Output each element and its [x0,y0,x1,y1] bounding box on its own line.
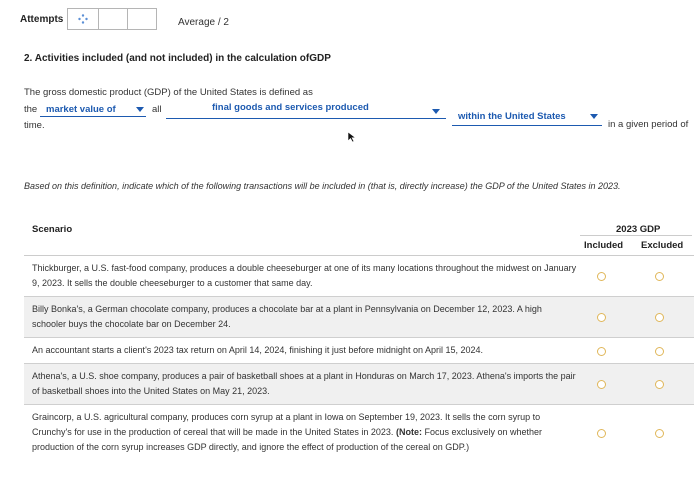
dropdown-final-goods-text: final goods and services produced [212,102,369,113]
dropdown-within-us[interactable] [452,105,602,126]
included-radio[interactable] [597,272,606,281]
chevron-down-icon [432,109,440,114]
note-text: Focus exclusively on whether production of the corn syrup increases GDP directly, and ignore the effect of production of the cereal on GDP.) [32,427,543,452]
suffix-text: in a given period of [608,119,689,130]
attempts-label: Attempts [20,13,64,25]
scenario-text: Athena's, a U.S. shoe company, produces a pair of basketball shoes at a plant in Honduras on March 17, 2023. Athena's imports the pair of basketball shoes into the United States on May 21, 2023. [32,371,576,396]
average-label: Average / 2 [178,17,229,28]
scenario-main-text: Graincorp, a U.S. agricultural company, produces corn syrup at a plant in Iowa on September 19, 2023. It sells the corn syrup to Crunchy's for use in the production of cereal that will be made in the United States in 2023. [32,412,541,437]
note-label: (Note: [395,427,422,437]
instructions-text: Based on this definition, indicate which of the following transactions will be included in (that is, directly increase) the GDP of the United States in 2023. [24,181,621,191]
excluded-radio[interactable] [655,272,664,281]
dropdown-market-value-text: market value of [46,104,116,115]
scenario-text: Thickburger, a U.S. fast-food company, produces a double cheeseburger at one of its many locations throughout the midwest on January 9, 2023. It sells the double cheeseburger to a customer that same day. [32,263,577,288]
table-row [24,297,694,338]
scenario-text [24,405,585,460]
excluded-radio[interactable] [655,313,664,322]
dropdown-market-value[interactable] [40,101,146,117]
col-excluded-header: Excluded [641,240,684,251]
spinner-icon [78,14,88,24]
attempts-boxes [67,8,157,30]
header-divider [580,235,692,236]
attempts-bar [20,8,157,30]
scenario-table [24,219,694,460]
excluded-radio[interactable] [655,429,664,438]
attempt-cell-2 [99,9,128,29]
chevron-down-icon [590,114,598,119]
table-row [24,256,694,297]
table-row [24,338,694,364]
time-word: time. [24,120,45,131]
excluded-radio[interactable] [655,380,664,389]
dropdown-final-goods[interactable] [166,98,446,119]
col-scenario-header: Scenario [32,224,73,235]
table-row [24,405,694,460]
scenario-text: Billy Bonka's, a German chocolate company, produces a chocolate bar at a plant in Pennsylvania on December 12, 2023. A high schooler buys the chocolate bar on December 24. [32,304,542,329]
scenario-text: An accountant starts a client's 2023 tax return on April 14, 2024, finishing it just before midnight on April 15, 2024. [32,345,483,355]
word-all: all [152,104,162,115]
included-radio[interactable] [597,347,606,356]
included-radio[interactable] [597,313,606,322]
chevron-down-icon [136,107,144,112]
table-row [24,364,694,405]
mouse-cursor-icon [347,131,357,143]
excluded-radio[interactable] [655,347,664,356]
col-group-header: 2023 GDP [616,224,661,235]
dropdown-within-us-text: within the United States [458,111,566,122]
col-included-header: Included [584,240,624,251]
included-radio[interactable] [597,429,606,438]
definition-intro: The gross domestic product (GDP) of the United States is defined as [24,87,313,98]
table-header [24,219,694,256]
attempt-cell-3 [128,9,156,29]
word-the: the [24,104,38,115]
attempt-cell-1 [68,9,99,29]
question-title: 2. Activities included (and not included) in the calculation ofGDP [24,53,331,64]
included-radio[interactable] [597,380,606,389]
